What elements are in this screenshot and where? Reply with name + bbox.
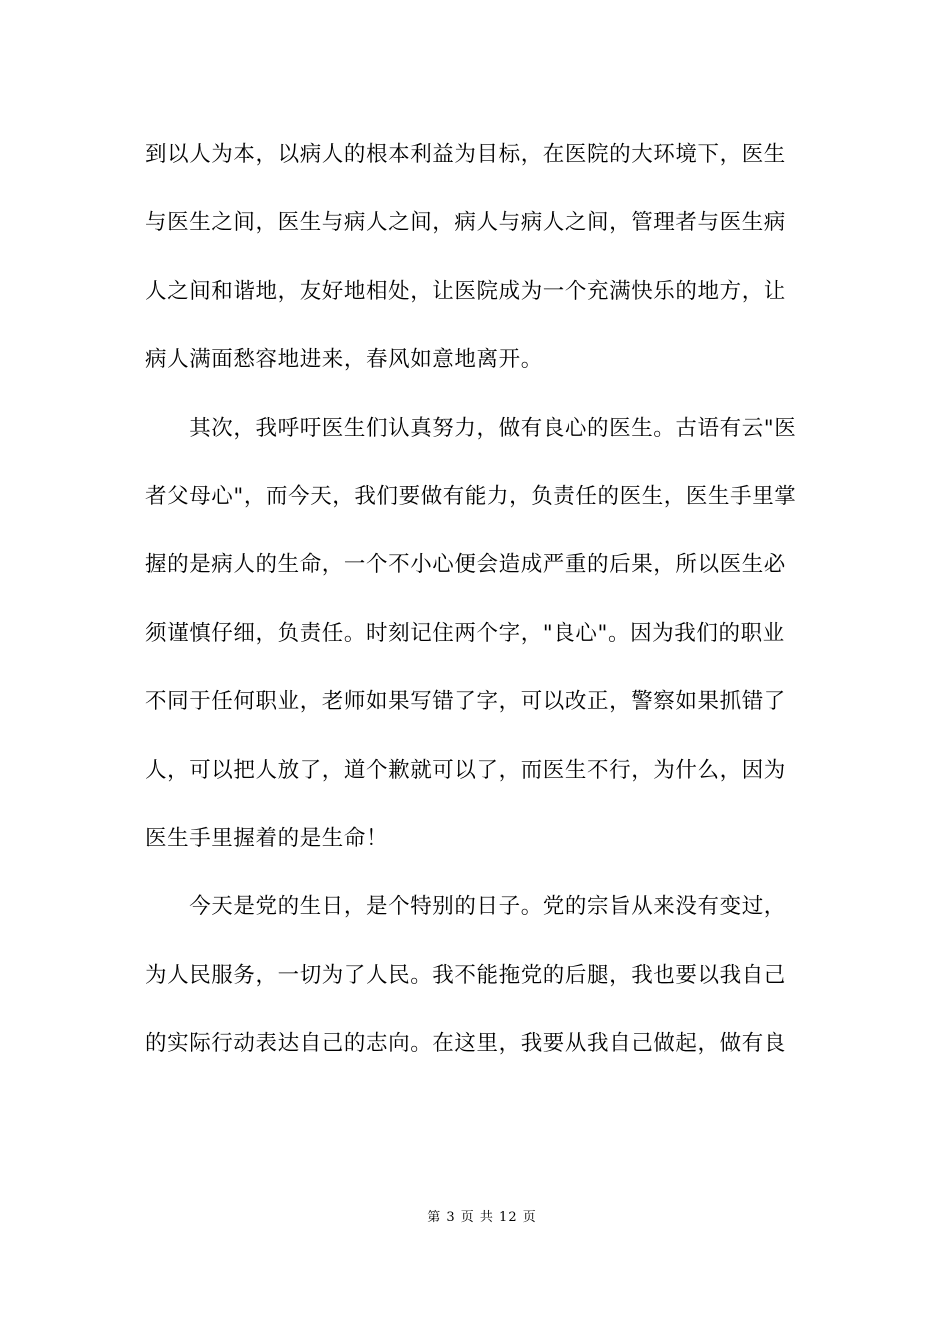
text-line-6: 者父母心"，而今天，我们要做有能力，负责任的医生，医生手里掌: [145, 483, 797, 509]
text-line-8: 须谨慎仔细，负责任。时刻记住两个字，"良心"。因为我们的职业: [145, 620, 785, 646]
text-line-13: 为人民服务，一切为了人民。我不能拖党的后腿，我也要以我自己: [145, 962, 786, 988]
text-line-9: 不同于任何职业，老师如果写错了字，可以改正，警察如果抓错了: [145, 689, 786, 715]
text-line-10: 人，可以把人放了，道个歉就可以了，而医生不行，为什么，因为: [145, 757, 786, 783]
text-line-5: 其次，我呼吁医生们认真努力，做有良心的医生。古语有云"医: [145, 415, 797, 441]
text-line-12: 今天是党的生日，是个特别的日子。党的宗旨从来没有变过，: [145, 894, 786, 920]
text-line-11: 医生手里握着的是生命！: [145, 825, 389, 851]
text-line-2: 与医生之间，医生与病人之间，病人与病人之间，管理者与医生病: [145, 210, 786, 236]
text-line-7: 握的是病人的生命，一个不小心便会造成严重的后果，所以医生必: [145, 552, 786, 578]
text-line-3: 人之间和谐地，友好地相处，让医院成为一个充满快乐的地方，让: [145, 278, 786, 304]
text-line-4: 病人满面愁容地进来，春风如意地离开。: [145, 347, 543, 373]
text-line-14: 的实际行动表达自己的志向。在这里，我要从我自己做起，做有良: [145, 1031, 786, 1057]
text-line-1: 到以人为本，以病人的根本利益为目标，在医院的大环境下，医生: [145, 142, 786, 167]
page-number-footer: 第 3 页 共 12 页: [427, 1210, 537, 1225]
body-text: [145, 134, 810, 1091]
